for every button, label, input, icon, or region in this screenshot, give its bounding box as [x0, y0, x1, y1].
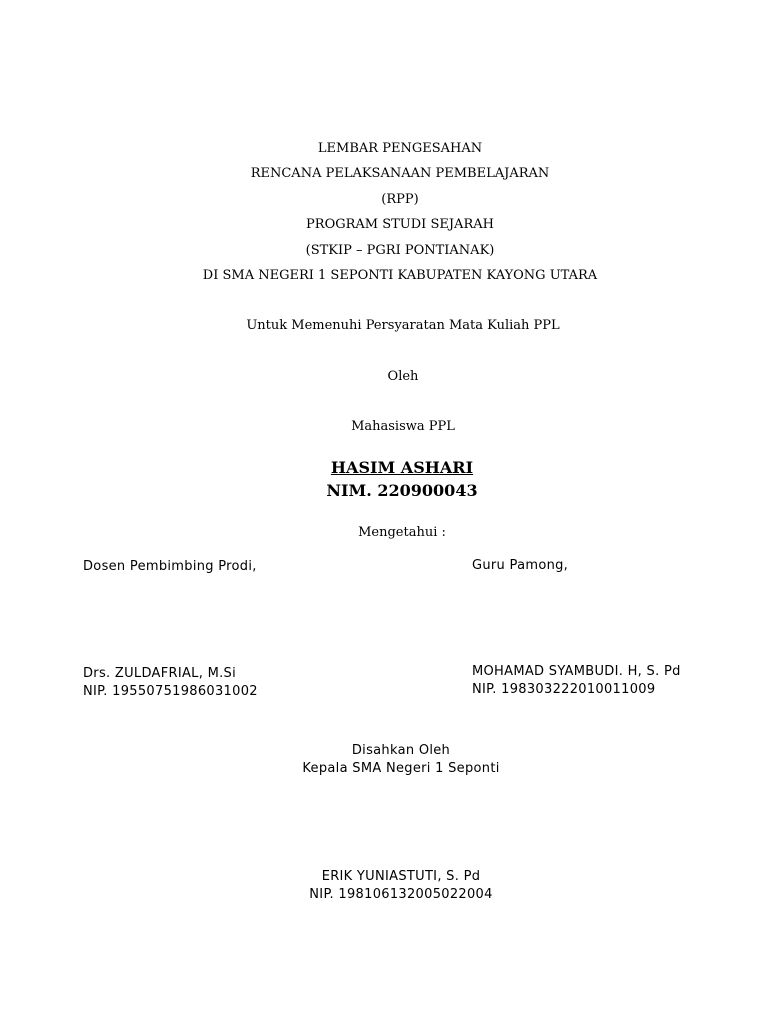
advisor-name: Drs. ZULDAFRIAL, M.Si — [83, 666, 236, 681]
title-line-2: RENCANA PELAKSANAAN PEMBELAJARAN — [250, 166, 550, 182]
title-line-5: (STKIP – PGRI PONTIANAK) — [305, 242, 495, 258]
acknowledged-label: Mengetahui : — [358, 525, 446, 540]
student-role: Mahasiswa PPL — [351, 419, 455, 434]
title-line-3: (RPP) — [381, 191, 419, 207]
advisor-role: Dosen Pembimbing Prodi, — [83, 559, 257, 574]
title-line-6: DI SMA NEGERI 1 SEPONTI KABUPATEN KAYONG UTARA — [202, 268, 598, 284]
principal-name: ERIK YUNIASTUTI, S. Pd — [321, 869, 481, 884]
title-line-1: LEMBAR PENGESAHAN — [317, 141, 483, 156]
mentor-role: Guru Pamong, — [472, 558, 569, 573]
mentor-name: MOHAMAD SYAMBUDI. H, S. Pd — [472, 664, 681, 679]
purpose-text: Untuk Memenuhi Persyaratan Mata Kuliah PPL — [246, 318, 560, 333]
ratification-label: Disahkan Oleh — [351, 743, 451, 758]
principal-nip: NIP. 198106132005022004 — [309, 887, 493, 902]
mentor-nip: NIP. 198303222010011009 — [472, 682, 656, 697]
student-nim: NIM. 220900043 — [326, 481, 478, 500]
document-title — [0, 136, 768, 288]
student-name: HASIM ASHARI — [330, 458, 474, 477]
title-line-4: PROGRAM STUDI SEJARAH — [306, 217, 494, 233]
advisor-nip: NIP. 19550751986031002 — [83, 684, 258, 699]
principal-role: Kepala SMA Negeri 1 Seponti — [302, 761, 500, 776]
by-label: Oleh — [387, 369, 419, 384]
